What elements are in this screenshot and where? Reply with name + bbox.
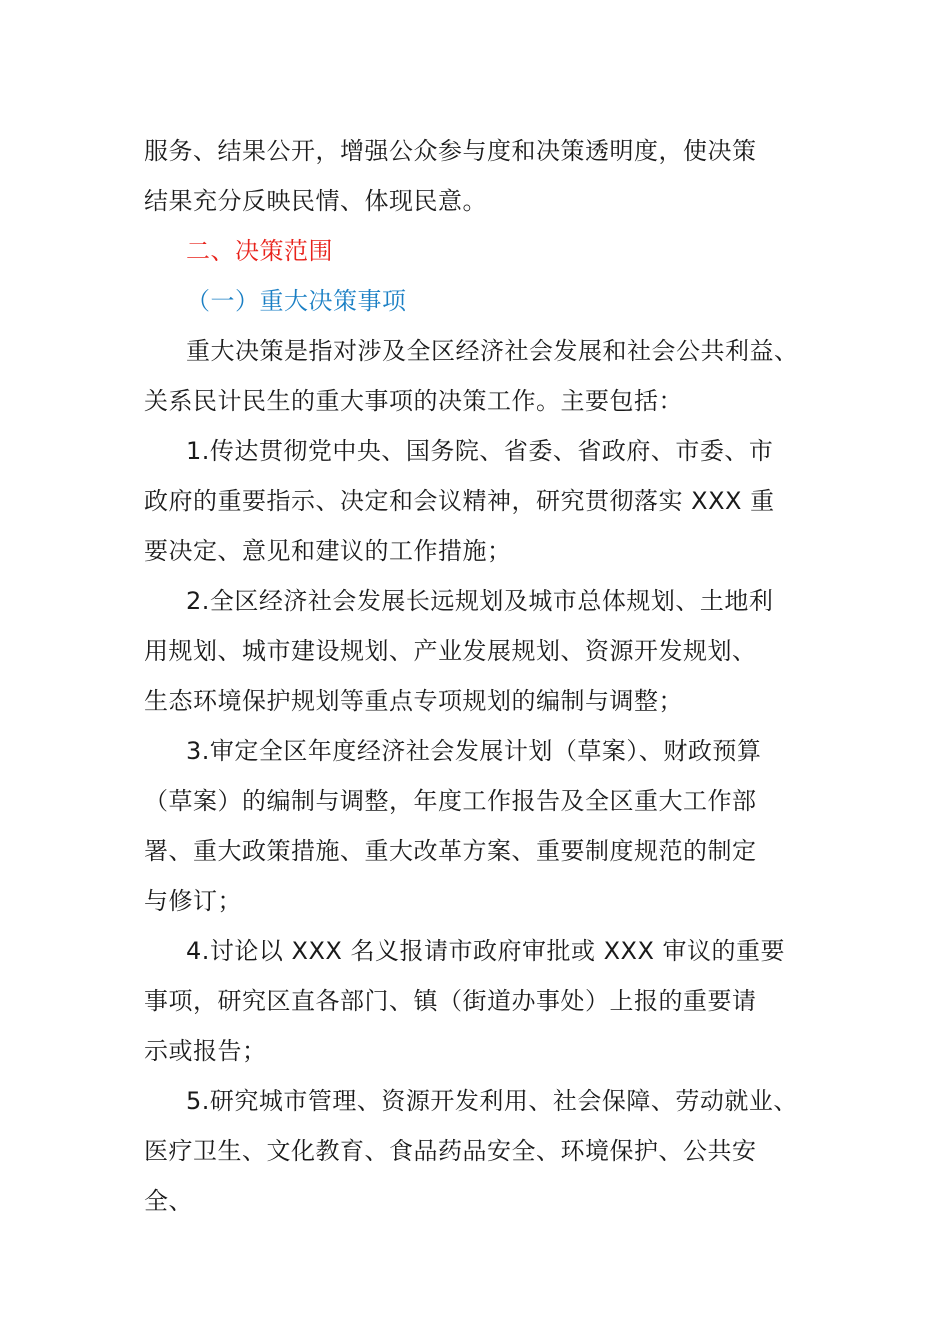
list-item-2-line: 生态环境保护规划等重点专项规划的编制与调整；	[144, 687, 683, 715]
list-item-5-line: 医疗卫生、文化教育、食品药品安全、环境保护、公共安	[144, 1137, 757, 1165]
list-item-2-line: 用规划、城市建设规划、产业发展规划、资源开发规划、	[144, 637, 757, 665]
subsection-heading: （一）重大决策事项	[186, 287, 407, 315]
list-item-1-line: 政府的重要指示、决定和会议精神，研究贯彻落实 XXX 重	[144, 487, 775, 515]
list-item-5-line: 全、	[144, 1187, 193, 1215]
list-item-3-line: 署、重大政策措施、重大改革方案、重要制度规范的制定	[144, 837, 757, 865]
body-text-line: 服务、结果公开，增强公众参与度和决策透明度，使决策	[144, 137, 757, 165]
list-item-3-line: （草案）的编制与调整，年度工作报告及全区重大工作部	[144, 787, 757, 815]
list-item-3-line: 与修订；	[144, 887, 242, 915]
list-item-5-line: 5.研究城市管理、资源开发利用、社会保障、劳动就业、	[186, 1087, 798, 1115]
body-text-line: 结果充分反映民情、体现民意。	[144, 187, 487, 215]
list-item-4-line: 示或报告；	[144, 1037, 267, 1065]
list-item-1-line: 1.传达贯彻党中央、国务院、省委、省政府、市委、市	[186, 437, 774, 465]
body-text-line: 关系民计民生的重大事项的决策工作。主要包括：	[144, 387, 683, 415]
list-item-3-line: 3.审定全区年度经济社会发展计划（草案）、财政预算	[186, 737, 762, 765]
list-item-1-line: 要决定、意见和建议的工作措施；	[144, 537, 512, 565]
list-item-4-line: 4.讨论以 XXX 名义报请市政府审批或 XXX 审议的重要	[186, 937, 786, 965]
list-item-4-line: 事项，研究区直各部门、镇（街道办事处）上报的重要请	[144, 987, 757, 1015]
section-heading: 二、决策范围	[186, 237, 333, 265]
list-item-2-line: 2.全区经济社会发展长远规划及城市总体规划、土地利	[186, 587, 774, 615]
body-text-line: 重大决策是指对涉及全区经济社会发展和社会公共利益、	[186, 337, 799, 365]
